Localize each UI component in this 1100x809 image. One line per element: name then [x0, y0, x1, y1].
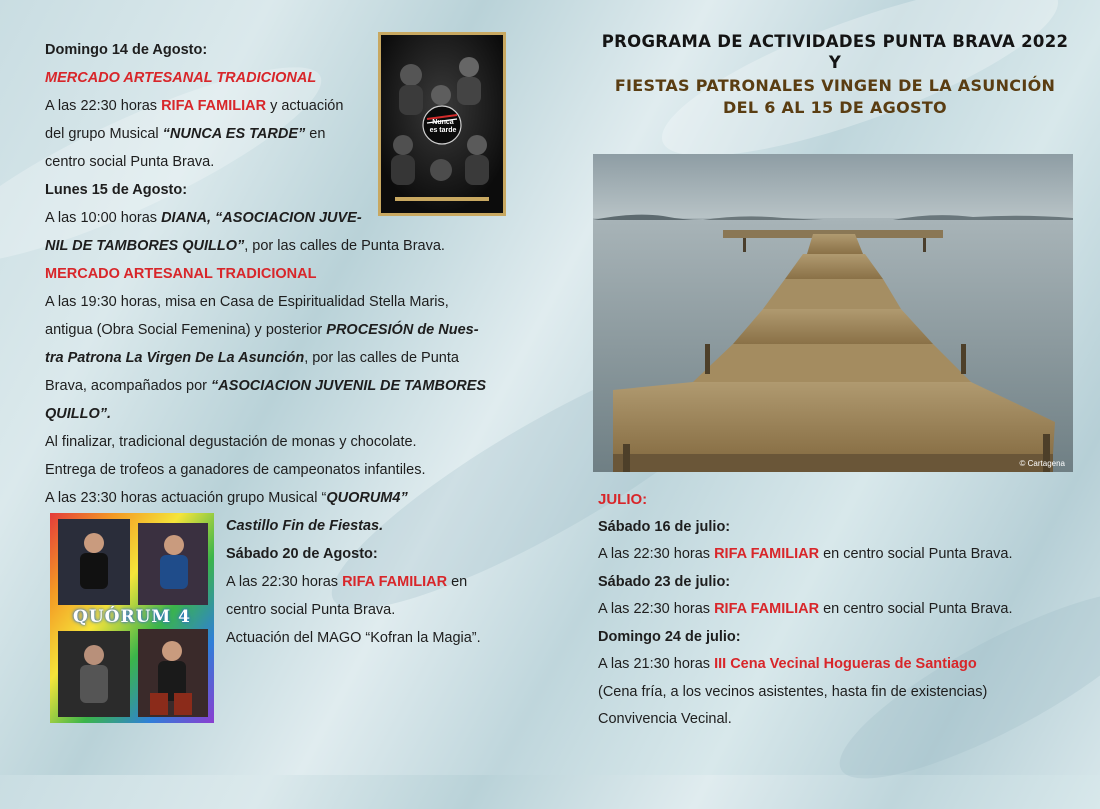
date-heading: Domingo 24 de julio:: [598, 628, 741, 645]
event-text: centro social Punta Brava.: [226, 602, 396, 618]
date-heading: Sábado 16 de julio:: [598, 518, 731, 535]
month-heading: JULIO:: [598, 491, 648, 508]
event-text: Actuación del MAGO “Kofran la Magia”.: [226, 630, 481, 646]
date-heading: Lunes 15 de Agosto:: [45, 182, 188, 198]
event-text: NIL DE TAMBORES QUILLO”, por las calles de Punta Brava.: [45, 238, 445, 254]
event-text: A las 22:30 horas RIFA FAMILIAR en centro social Punta Brava.: [598, 546, 1013, 562]
poster-title: QUÓRUM 4: [73, 607, 191, 627]
event-text: QUILLO”.: [45, 406, 112, 422]
event-text: A las 21:30 horas III Cena Vecinal Hogueras de Santiago: [598, 656, 977, 672]
nunca-es-tarde-poster: [378, 32, 506, 216]
event-text: Castillo Fin de Fiestas.: [226, 518, 384, 534]
festival-title: FIESTAS PATRONALES VINGEN DE LA ASUNCIÓN: [614, 76, 1056, 95]
date-heading: Sábado 23 de julio:: [598, 573, 731, 590]
poster-title: Nunca es tarde: [429, 119, 457, 134]
event-text: A las 22:30 horas RIFA FAMILIAR y actuación: [45, 98, 344, 114]
event-text: antigua (Obra Social Femenina) y posterior PROCESIÓN de Nues-: [45, 322, 479, 338]
date-heading: Sábado 20 de Agosto:: [226, 546, 378, 562]
event-text: Al finalizar, tradicional degustación de monas y chocolate.: [45, 434, 417, 450]
event-text: A las 19:30 horas, misa en Casa de Espiritualidad Stella Maris,: [45, 294, 449, 310]
event-text: del grupo Musical “NUNCA ES TARDE” en: [45, 126, 326, 142]
photo-credit: © Cartagena: [1019, 459, 1065, 468]
festival-dates: DEL 6 AL 15 DE AGOSTO: [723, 98, 947, 117]
page-title: PROGRAMA DE ACTIVIDADES PUNTA BRAVA 2022: [601, 32, 1069, 51]
event-text: Convivencia Vecinal.: [598, 711, 732, 727]
event-text: Brava, acompañados por “ASOCIACION JUVENIL DE TAMBORES: [45, 378, 487, 394]
date-heading: Domingo 14 de Agosto:: [45, 42, 208, 58]
event-text: (Cena fría, a los vecinos asistentes, hasta fin de existencias): [598, 683, 988, 700]
event-text: tra Patrona La Virgen De La Asunción, por las calles de Punta: [45, 350, 459, 366]
pier-photo: [593, 154, 1073, 472]
pier-image: [593, 154, 1073, 472]
event-title: MERCADO ARTESANAL TRADICIONAL: [45, 70, 317, 86]
event-text: centro social Punta Brava.: [45, 154, 215, 170]
event-text: A las 10:00 horas DIANA, “ASOCIACION JUVE-: [45, 210, 362, 226]
page-title-conjunction: Y: [828, 53, 842, 72]
event-title: MERCADO ARTESANAL TRADICIONAL: [45, 266, 317, 282]
event-text: A las 22:30 horas RIFA FAMILIAR en centro social Punta Brava.: [598, 601, 1013, 617]
event-text: A las 23:30 horas actuación grupo Musical “QUORUM4”: [45, 490, 408, 506]
event-text: Entrega de trofeos a ganadores de campeonatos infantiles.: [45, 462, 426, 478]
event-text: A las 22:30 horas RIFA FAMILIAR en: [226, 574, 468, 590]
quorum4-poster: [50, 513, 214, 723]
